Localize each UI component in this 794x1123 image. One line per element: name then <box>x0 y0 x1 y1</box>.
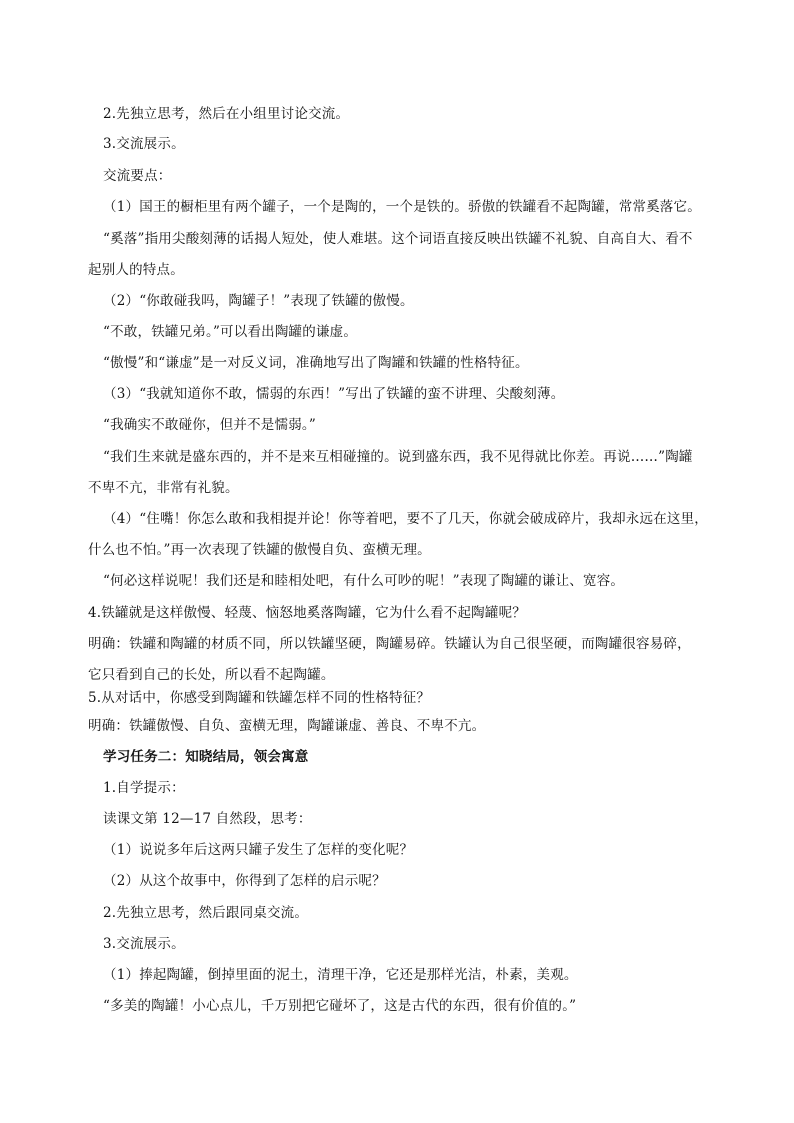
reading-instruction: 读课文第 12—17 自然段，思考： <box>103 811 312 827</box>
think-question-2: （2）从这个故事中，你得到了怎样的启示呢？ <box>103 873 386 889</box>
question-4: 4.铁罐就是这样傲慢、轻蔑、恼怒地奚落陶罐，它为什么看不起陶罐呢？ <box>88 605 526 621</box>
question-5: 5.从对话中，你感受到陶罐和铁罐怎样不同的性格特征？ <box>88 690 431 706</box>
answer-4-line2: 它只看到自己的长处，所以看不起陶罐。 <box>88 667 335 683</box>
answer-task-2-1: （1）捧起陶罐，倒掉里面的泥土，清理干净，它还是那样光洁，朴素，美观。 <box>103 967 578 983</box>
self-study-tip-label: 1.自学提示： <box>103 780 185 796</box>
point-4-line1: （4）“住嘴！你怎么敢和我相提并论！你等着吧，要不了几天，你就会破成碎片，我却永远在这里， <box>103 511 708 527</box>
task-2-step-3: 3.交流展示。 <box>103 936 185 952</box>
point-4-line2: 什么也不怕。”再一次表现了铁罐的傲慢自负、蛮横无理。 <box>88 542 431 558</box>
point-3-text: （3）“我就知道你不敢，懦弱的东西！”写出了铁罐的蛮不讲理、尖酸刻薄。 <box>103 386 565 402</box>
think-question-1: （1）说说多年后这两只罐子发生了怎样的变化呢？ <box>103 842 414 858</box>
step-2-discuss: 2.先独立思考，然后在小组里讨论交流。 <box>103 106 350 122</box>
task-2-step-2: 2.先独立思考，然后跟同桌交流。 <box>103 905 309 921</box>
pottery-speech-line1: “我们生来就是盛东西的，并不是来互相碰撞的。说到盛东西，我不见得就比你差。再说……”陶罐 <box>103 449 693 465</box>
pottery-modest-quote: “不敢，铁罐兄弟。”可以看出陶罐的谦虚。 <box>103 324 358 340</box>
task-2-heading: 学习任务二：知晓结局，领会寓意 <box>103 749 309 765</box>
pottery-reply-quote: “我确实不敢碰你，但并不是懦弱。” <box>103 417 316 433</box>
answer-4-line1: 明确：铁罐和陶罐的材质不同，所以铁罐坚硬，陶罐易碎。铁罐认为自己很坚硬，而陶罐很容易碎， <box>88 636 691 652</box>
answer-5: 明确：铁罐傲慢、自负、蛮横无理，陶罐谦虚、善良、不卑不亢。 <box>88 718 486 734</box>
beautiful-pottery-quote: “多美的陶罐！小心点儿，千万别把它碰坏了，这是古代的东西，很有价值的。” <box>103 998 577 1014</box>
xiluo-explanation-line2: 起别人的特点。 <box>88 262 184 278</box>
key-points-label: 交流要点： <box>103 168 172 184</box>
pottery-tolerance-quote: “何必这样说呢！我们还是和睦相处吧，有什么可吵的呢！”表现了陶罐的谦让、宽容。 <box>103 573 625 589</box>
antonym-note: “傲慢”和“谦虚”是一对反义词，准确地写出了陶罐和铁罐的性格特征。 <box>103 355 529 371</box>
point-2-text: （2）“你敢碰我吗，陶罐子！”表现了铁罐的傲慢。 <box>103 293 414 309</box>
pottery-speech-line2: 不卑不亢，非常有礼貌。 <box>88 480 239 496</box>
step-3-share: 3.交流展示。 <box>103 136 185 152</box>
xiluo-explanation-line1: “奚落”指用尖酸刻薄的话揭人短处，使人难堪。这个词语直接反映出铁罐不礼貌、自高自大、看不 <box>103 231 693 247</box>
point-1-text: （1）国王的橱柜里有两个罐子，一个是陶的，一个是铁的。骄傲的铁罐看不起陶罐，常常奚落它。 <box>103 199 701 215</box>
